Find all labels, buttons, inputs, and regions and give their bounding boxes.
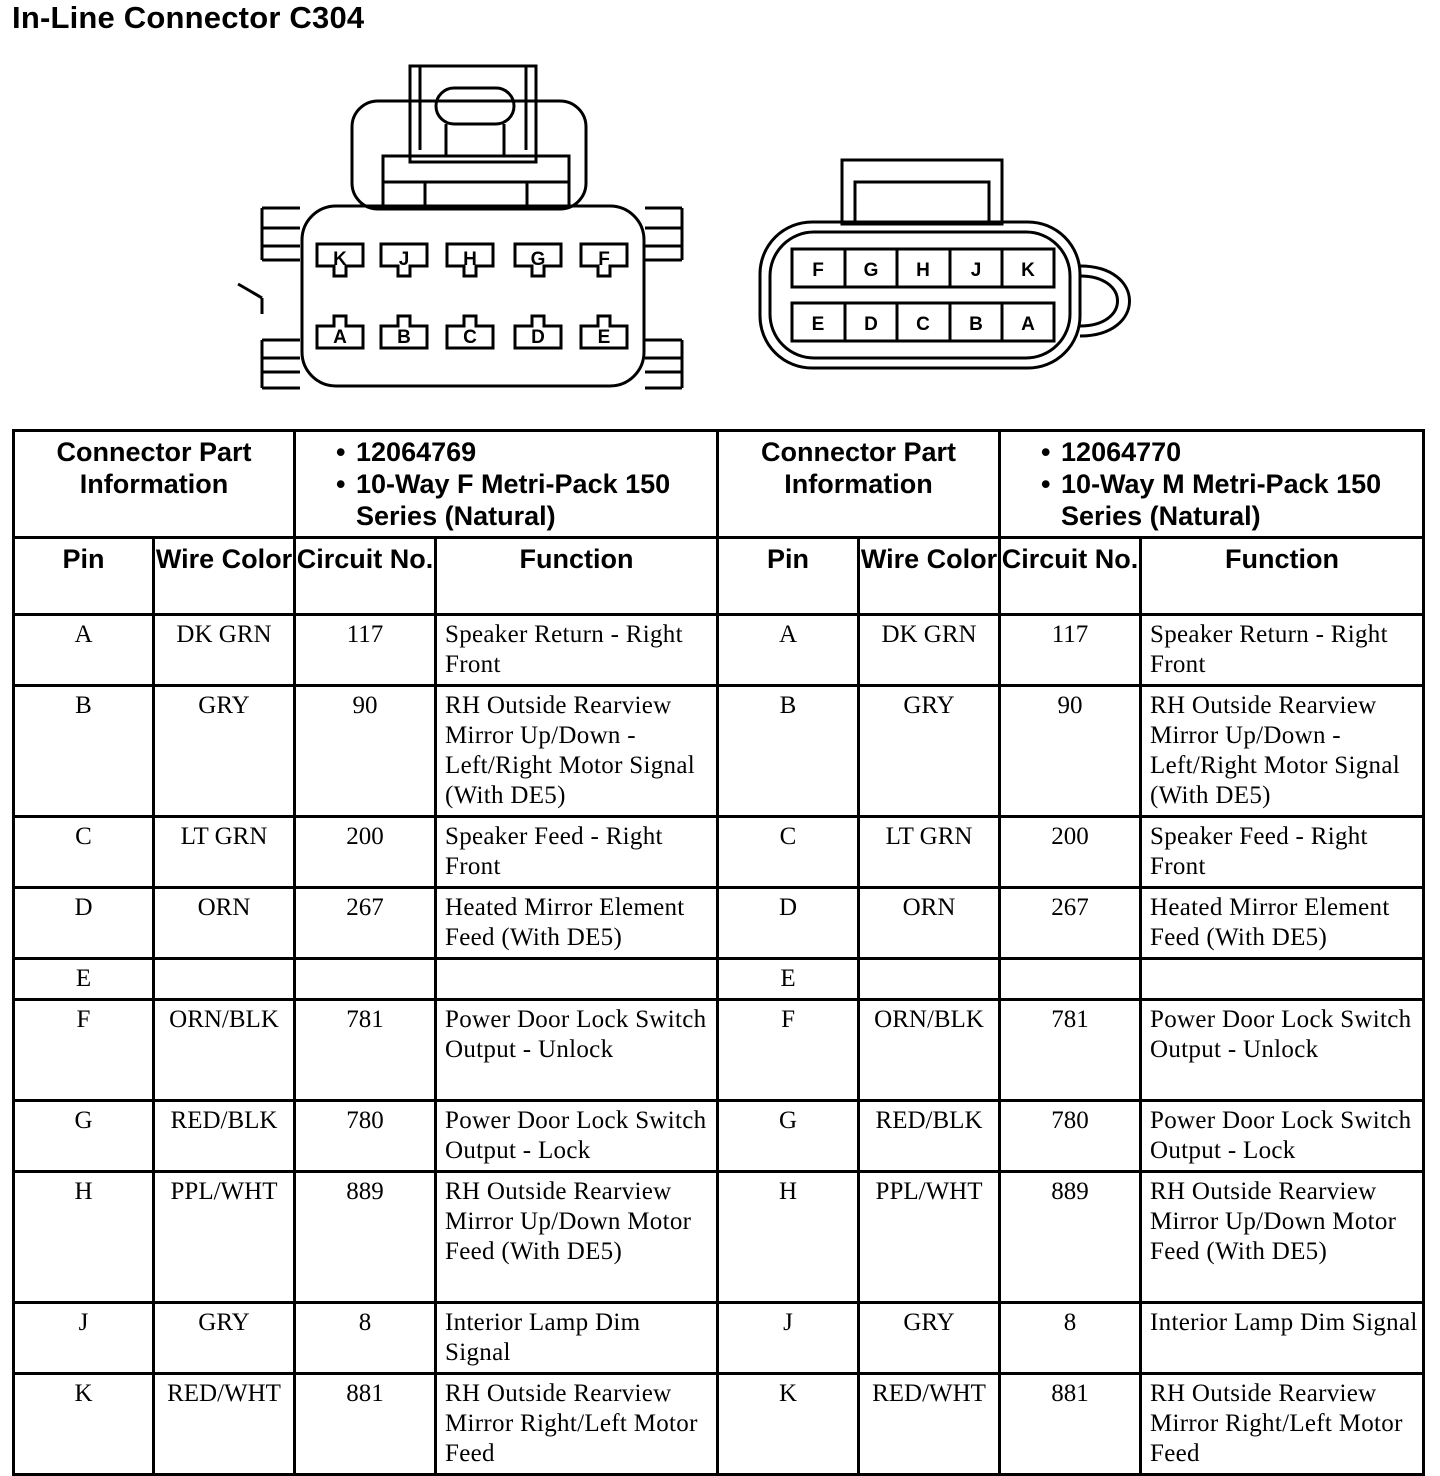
circuit-cell: 200 xyxy=(295,817,436,888)
function-cell: Speaker Return - Right Front xyxy=(436,615,718,686)
wire-color-cell: RED/WHT xyxy=(859,1374,1000,1475)
circuit-cell: 117 xyxy=(1000,615,1141,686)
circuit-cell: 8 xyxy=(1000,1303,1141,1374)
wire-color-cell: LT GRN xyxy=(154,817,295,888)
function-cell: Power Door Lock Switch Output - Unlock xyxy=(436,1000,718,1101)
page-title: In-Line Connector C304 xyxy=(12,0,365,35)
female-bottom-cavities xyxy=(317,316,627,348)
left-part-number: • 12064769 xyxy=(336,436,716,468)
table-row xyxy=(14,1303,1424,1374)
circuit-cell xyxy=(1000,959,1141,1000)
female-cavity xyxy=(317,316,363,348)
circuit-cell: 889 xyxy=(295,1172,436,1303)
pin-cell: B xyxy=(14,686,154,817)
function-cell: Heated Mirror Element Feed (With DE5) xyxy=(436,888,718,959)
circuit-cell: 781 xyxy=(1000,1000,1141,1101)
male-pin-label: B xyxy=(969,314,983,335)
function-cell: RH Outside Rearview Mirror Right/Left Motor Feed xyxy=(1141,1374,1424,1475)
wire-color-cell: ORN/BLK xyxy=(154,1000,295,1101)
circuit-cell: 200 xyxy=(1000,817,1141,888)
column-header-row xyxy=(14,538,1424,615)
circuit-cell: 881 xyxy=(1000,1374,1141,1475)
wire-color-cell: ORN xyxy=(154,888,295,959)
male-pin-label: C xyxy=(916,314,930,335)
cavity-label: J xyxy=(398,249,410,270)
wire-color-cell xyxy=(154,959,295,1000)
female-top-cavities xyxy=(317,244,627,276)
function-cell: Speaker Return - Right Front xyxy=(1141,615,1424,686)
right-part-number: • 12064770 xyxy=(1041,436,1422,468)
pin-cell: G xyxy=(718,1101,859,1172)
wire-color-cell: ORN/BLK xyxy=(859,1000,1000,1101)
circuit-cell: 117 xyxy=(295,615,436,686)
cavity-label: G xyxy=(530,249,546,270)
left-info-label: Connector Part Information xyxy=(14,431,295,538)
pin-cell: K xyxy=(14,1374,154,1475)
wire-color-cell: GRY xyxy=(859,1303,1000,1374)
female-cavity xyxy=(515,316,561,348)
connector-info-row xyxy=(14,431,1424,538)
circuit-cell: 889 xyxy=(1000,1172,1141,1303)
pin-rows xyxy=(14,615,1424,1475)
wire-color-cell xyxy=(859,959,1000,1000)
wire-color-cell: RED/WHT xyxy=(154,1374,295,1475)
wire-color-cell: ORN xyxy=(859,888,1000,959)
cavity-label: F xyxy=(598,249,610,270)
wire-color-cell: DK GRN xyxy=(859,615,1000,686)
table-row xyxy=(14,615,1424,686)
pin-cell: F xyxy=(718,1000,859,1101)
circuit-cell xyxy=(295,959,436,1000)
circuit-cell: 780 xyxy=(295,1101,436,1172)
function-cell: RH Outside Rearview Mirror Up/Down - Left/Right Motor Signal (With DE5) xyxy=(436,686,718,817)
table-row xyxy=(14,1101,1424,1172)
pin-cell: H xyxy=(14,1172,154,1303)
connector-diagrams xyxy=(0,0,1440,420)
cavity-label: K xyxy=(333,249,347,270)
header-circuit-no: Circuit No. xyxy=(295,538,436,615)
function-cell: Heated Mirror Element Feed (With DE5) xyxy=(1141,888,1424,959)
male-pin-label: G xyxy=(863,260,879,281)
table-row xyxy=(14,1374,1424,1475)
table-row xyxy=(14,1000,1424,1101)
pin-cell: D xyxy=(718,888,859,959)
pin-cell: J xyxy=(718,1303,859,1374)
male-pin-label: H xyxy=(916,260,930,281)
male-pin-label: F xyxy=(812,260,824,281)
pin-cell: A xyxy=(14,615,154,686)
female-cavity xyxy=(515,244,561,276)
header-pin: Pin xyxy=(14,538,154,615)
circuit-cell: 781 xyxy=(295,1000,436,1101)
pinout-table xyxy=(12,429,1425,1476)
right-part-description: • 10-Way M Metri-Pack 150 Series (Natural) xyxy=(1041,468,1422,532)
function-cell: Speaker Feed - Right Front xyxy=(1141,817,1424,888)
function-cell: RH Outside Rearview Mirror Up/Down Motor Feed (With DE5) xyxy=(1141,1172,1424,1303)
male-pin-label: K xyxy=(1021,260,1035,281)
pin-cell: E xyxy=(718,959,859,1000)
function-cell: Speaker Feed - Right Front xyxy=(436,817,718,888)
wire-color-cell: LT GRN xyxy=(859,817,1000,888)
pin-cell: C xyxy=(718,817,859,888)
header-pin: Pin xyxy=(718,538,859,615)
pin-cell: C xyxy=(14,817,154,888)
right-info-label: Connector Part Information xyxy=(718,431,1000,538)
female-cavity xyxy=(581,316,627,348)
function-cell: Interior Lamp Dim Signal xyxy=(436,1303,718,1374)
table-row xyxy=(14,817,1424,888)
function-cell xyxy=(436,959,718,1000)
wire-color-cell: DK GRN xyxy=(154,615,295,686)
pin-cell: F xyxy=(14,1000,154,1101)
pin-cell: E xyxy=(14,959,154,1000)
cavity-label: H xyxy=(463,249,477,270)
function-cell: Power Door Lock Switch Output - Lock xyxy=(436,1101,718,1172)
pin-cell: G xyxy=(14,1101,154,1172)
cavity-label: E xyxy=(597,327,611,348)
wire-color-cell: RED/BLK xyxy=(154,1101,295,1172)
wire-color-cell: GRY xyxy=(154,686,295,817)
pin-cell: H xyxy=(718,1172,859,1303)
female-cavity xyxy=(581,244,627,276)
function-cell xyxy=(1141,959,1424,1000)
right-info-items xyxy=(1000,431,1424,538)
cavity-label: B xyxy=(397,327,411,348)
female-cavity xyxy=(447,316,493,348)
cavity-label: A xyxy=(333,327,347,348)
table-row xyxy=(14,888,1424,959)
male-pin-label: D xyxy=(864,314,878,335)
wire-color-cell: PPL/WHT xyxy=(859,1172,1000,1303)
cavity-label: C xyxy=(463,327,477,348)
function-cell: Power Door Lock Switch Output - Lock xyxy=(1141,1101,1424,1172)
pin-cell: B xyxy=(718,686,859,817)
cavity-label: D xyxy=(531,327,545,348)
header-circuit-no: Circuit No. xyxy=(1000,538,1141,615)
circuit-cell: 267 xyxy=(1000,888,1141,959)
header-wire-color: Wire Color xyxy=(859,538,1000,615)
table-row xyxy=(14,1172,1424,1303)
circuit-cell: 90 xyxy=(295,686,436,817)
wire-color-cell: PPL/WHT xyxy=(154,1172,295,1303)
female-cavity xyxy=(381,244,427,276)
male-pin-label: A xyxy=(1021,314,1035,335)
female-cavity xyxy=(447,244,493,276)
female-cavity xyxy=(317,244,363,276)
header-wire-color: Wire Color xyxy=(154,538,295,615)
function-cell: Interior Lamp Dim Signal xyxy=(1141,1303,1424,1374)
function-cell: RH Outside Rearview Mirror Up/Down - Left/Right Motor Signal (With DE5) xyxy=(1141,686,1424,817)
circuit-cell: 8 xyxy=(295,1303,436,1374)
circuit-cell: 780 xyxy=(1000,1101,1141,1172)
wire-color-cell: GRY xyxy=(859,686,1000,817)
circuit-cell: 90 xyxy=(1000,686,1141,817)
table-row xyxy=(14,686,1424,817)
wire-color-cell: RED/BLK xyxy=(859,1101,1000,1172)
wire-color-cell: GRY xyxy=(154,1303,295,1374)
header-function: Function xyxy=(1141,538,1424,615)
pin-cell: A xyxy=(718,615,859,686)
function-cell: RH Outside Rearview Mirror Up/Down Motor Feed (With DE5) xyxy=(436,1172,718,1303)
function-cell: Power Door Lock Switch Output - Unlock xyxy=(1141,1000,1424,1101)
pin-cell: D xyxy=(14,888,154,959)
circuit-cell: 267 xyxy=(295,888,436,959)
table-row xyxy=(14,959,1424,1000)
female-connector-drawing xyxy=(238,66,682,388)
header-function: Function xyxy=(436,538,718,615)
male-pin-label: E xyxy=(811,314,825,335)
pin-cell: K xyxy=(718,1374,859,1475)
female-cavity xyxy=(381,316,427,348)
function-cell: RH Outside Rearview Mirror Right/Left Motor Feed xyxy=(436,1374,718,1475)
male-pin-label: J xyxy=(970,260,982,281)
left-part-description: • 10-Way F Metri-Pack 150 Series (Natural) xyxy=(336,468,716,532)
circuit-cell: 881 xyxy=(295,1374,436,1475)
pin-cell: J xyxy=(14,1303,154,1374)
left-info-items xyxy=(295,431,718,538)
